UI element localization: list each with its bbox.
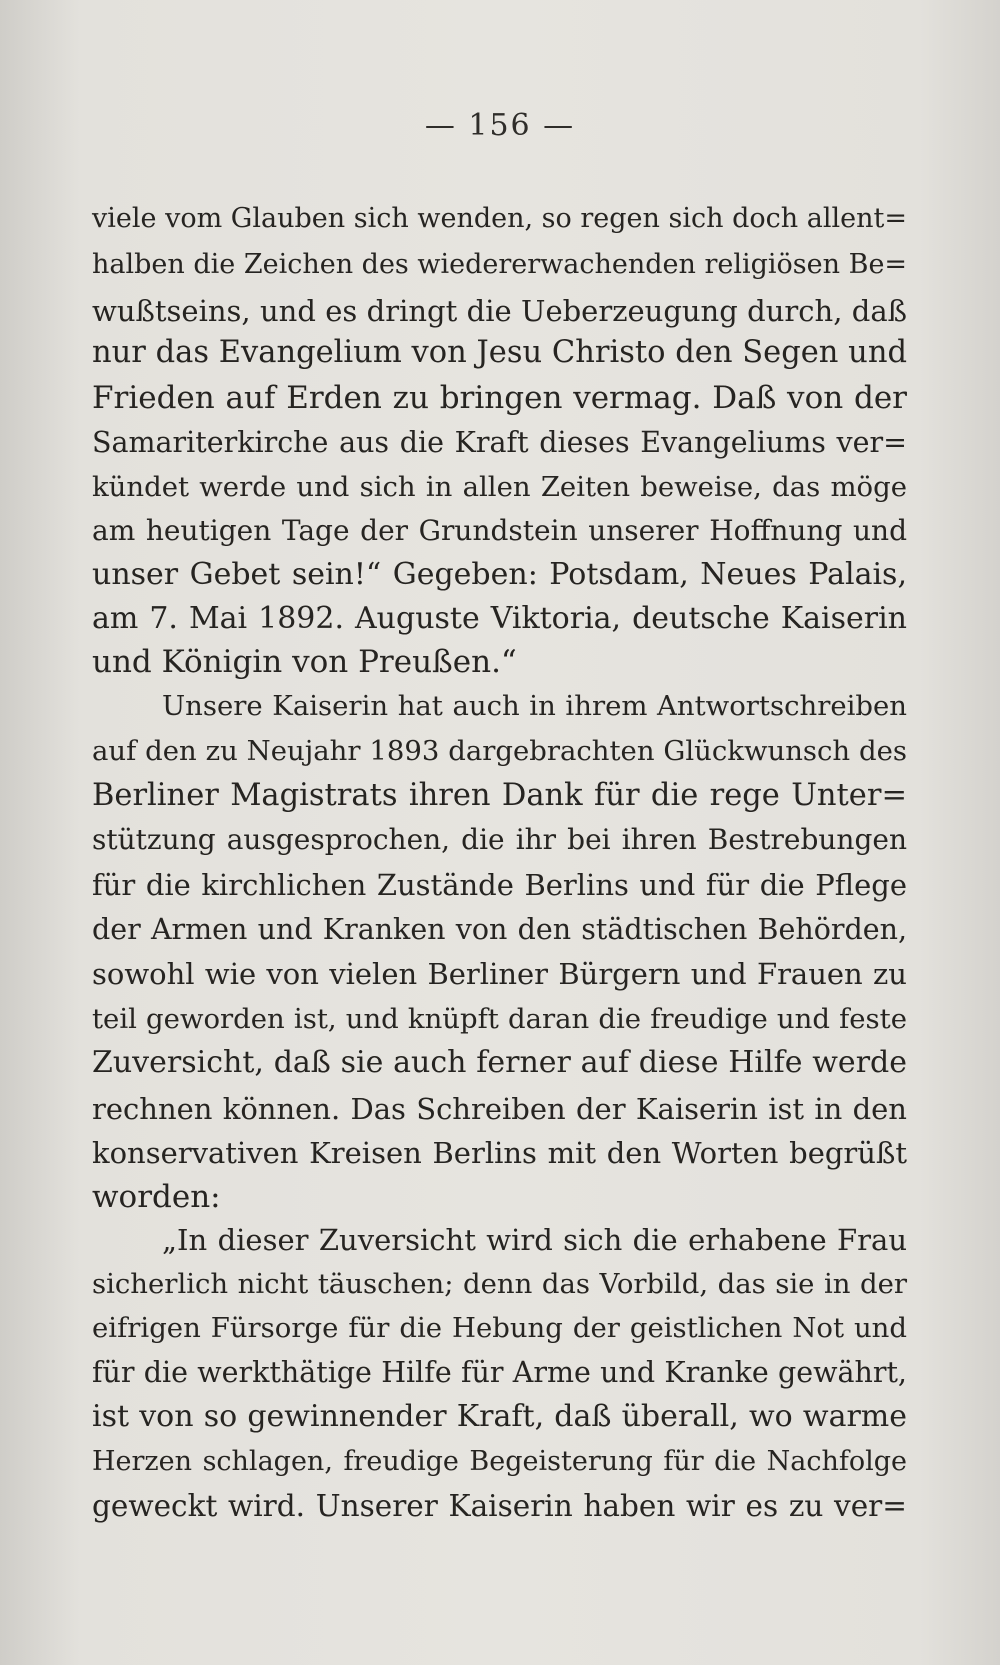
text-line: geweckt wird. Unserer Kaiserin haben wir es zu ver= xyxy=(92,1489,907,1523)
text-line: „In dieser Zuversicht wird sich die erhabene Frau xyxy=(162,1223,907,1257)
text-line: Frieden auf Erden zu bringen vermag. Daß von der xyxy=(92,380,907,416)
text-line: Samariterkirche aus die Kraft dieses Evangeliums ver= xyxy=(92,426,907,459)
text-line: ist von so gewinnender Kraft, daß überall, wo warme xyxy=(92,1399,907,1434)
text-line: für die werkthätige Hilfe für Arme und Kranke gewährt, xyxy=(92,1356,907,1389)
text-line: sicherlich nicht täuschen; denn das Vorbild, das sie in der xyxy=(92,1268,907,1300)
text-line: der Armen und Kranken von den städtischen Behörden, xyxy=(92,913,907,946)
text-line: für die kirchlichen Zustände Berlins und für die Pflege xyxy=(92,868,907,902)
page-number: — 156 — xyxy=(424,108,576,143)
text-line: und Königin von Preußen.“ xyxy=(92,644,517,680)
text-line: teil geworden ist, und knüpft daran die freudige und feste xyxy=(92,1003,907,1035)
text-line: wußtseins, und es dringt die Ueberzeugung durch, daß xyxy=(92,294,907,328)
text-line: unser Gebet sein!“ Gegeben: Potsdam, Neues Palais, xyxy=(92,557,907,592)
text-line: viele vom Glauben sich wenden, so regen sich doch allent= xyxy=(92,203,907,234)
text-line: Unsere Kaiserin hat auch in ihrem Antwortschreiben xyxy=(162,690,907,722)
text-line: worden: xyxy=(92,1179,221,1215)
text-line: Zuversicht, daß sie auch ferner auf diese Hilfe werde xyxy=(92,1045,907,1080)
text-line: sowohl wie von vielen Berliner Bürgern und Frauen zu xyxy=(92,957,907,991)
text-line: rechnen können. Das Schreiben der Kaiserin ist in den xyxy=(92,1092,907,1126)
text-line: Herzen schlagen, freudige Begeisterung für die Nachfolge xyxy=(92,1446,907,1477)
text-line: am 7. Mai 1892. Auguste Viktoria, deutsche Kaiserin xyxy=(92,601,907,636)
text-line: konservativen Kreisen Berlins mit den Worten begrüßt xyxy=(92,1136,907,1170)
text-line: kündet werde und sich in allen Zeiten beweise, das möge xyxy=(92,471,907,503)
text-line: auf den zu Neujahr 1893 dargebrachten Glückwunsch des xyxy=(92,735,907,767)
text-line: nur das Evangelium von Jesu Christo den Segen und xyxy=(92,335,907,370)
text-line: halben die Zeichen des wiedererwachenden religiösen Be= xyxy=(92,249,908,280)
text-line: eifrigen Fürsorge für die Hebung der geistlichen Not und xyxy=(92,1312,907,1344)
text-line: am heutigen Tage der Grundstein unserer Hoffnung und xyxy=(92,514,907,547)
text-line: stützung ausgesprochen, die ihr bei ihren Bestrebungen xyxy=(92,823,907,856)
text-line: Berliner Magistrats ihren Dank für die rege Unter= xyxy=(92,778,907,813)
